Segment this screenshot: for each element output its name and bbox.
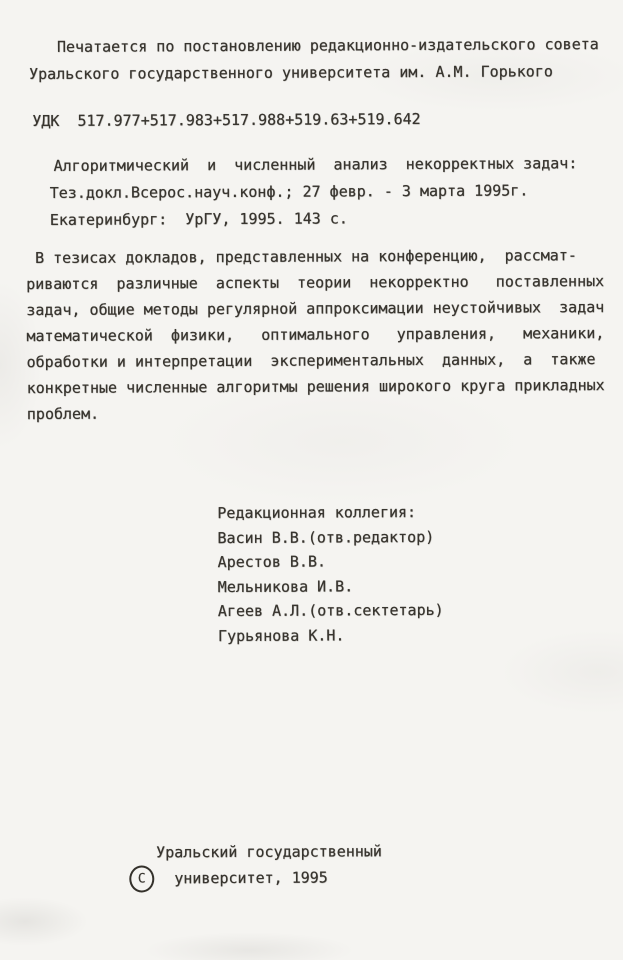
approval-line-2: Уральского государственного университета им. А.М. Горького bbox=[29, 62, 553, 84]
editorial-member: Васин В.В.(отв.редактор) bbox=[217, 527, 435, 547]
abstract-line-2: риваются различные аспекты теории некорректно поставленных bbox=[26, 272, 605, 294]
citation-conference-line: Тез.докл.Всерос.науч.конф.; 27 февр. - 3 марта 1995г. bbox=[49, 181, 529, 202]
approval-statement bbox=[29, 31, 599, 88]
bibliographic-citation bbox=[49, 150, 577, 234]
copyright-block bbox=[129, 838, 449, 892]
abstract-line-5: обработки и интерпретации экспериментальных данных, а также bbox=[26, 350, 596, 372]
copyright-line-1: Уральский государственный bbox=[156, 842, 382, 862]
copyright-icon bbox=[129, 865, 154, 892]
abstract-line-6: конкретные численные алгоритмы решения широкого круга прикладных bbox=[26, 376, 605, 398]
citation-publisher-line: Екатеринбург: УрГУ, 1995. 143 с. bbox=[49, 209, 348, 229]
abstract-line-4: математической физики, оптимального управления, механики, bbox=[26, 324, 605, 346]
citation-title-line: Алгоритмический и численный анализ некорректных задач: bbox=[53, 154, 578, 175]
editorial-member: Агеев А.Л.(отв.сектетарь) bbox=[217, 600, 444, 621]
abstract-line-7: проблем. bbox=[26, 404, 100, 424]
abstract-line-3: задач, общие методы регулярной аппроксимации неустойчивых задач bbox=[26, 298, 605, 320]
editorial-board-heading: Редакционная коллегия: bbox=[217, 503, 417, 523]
editorial-board bbox=[217, 500, 444, 648]
editorial-member: Гурьянова К.Н. bbox=[217, 625, 345, 645]
copyright-symbol-letter: С bbox=[137, 870, 146, 886]
editorial-member: Мельникова И.В. bbox=[217, 576, 354, 596]
abstract-paragraph bbox=[26, 242, 605, 427]
abstract-line-1: В тезисах докладов, представленных на конференцию, рассмат- bbox=[34, 246, 577, 268]
udc-code: УДК 517.977+517.983+517.988+519.63+519.642 bbox=[32, 110, 421, 131]
editorial-member: Арестов В.В. bbox=[217, 552, 327, 572]
approval-line-1: Печатается по постановлению редакционно-издательского совета bbox=[56, 35, 599, 56]
copyright-line-2: университет, 1995 bbox=[174, 868, 328, 888]
